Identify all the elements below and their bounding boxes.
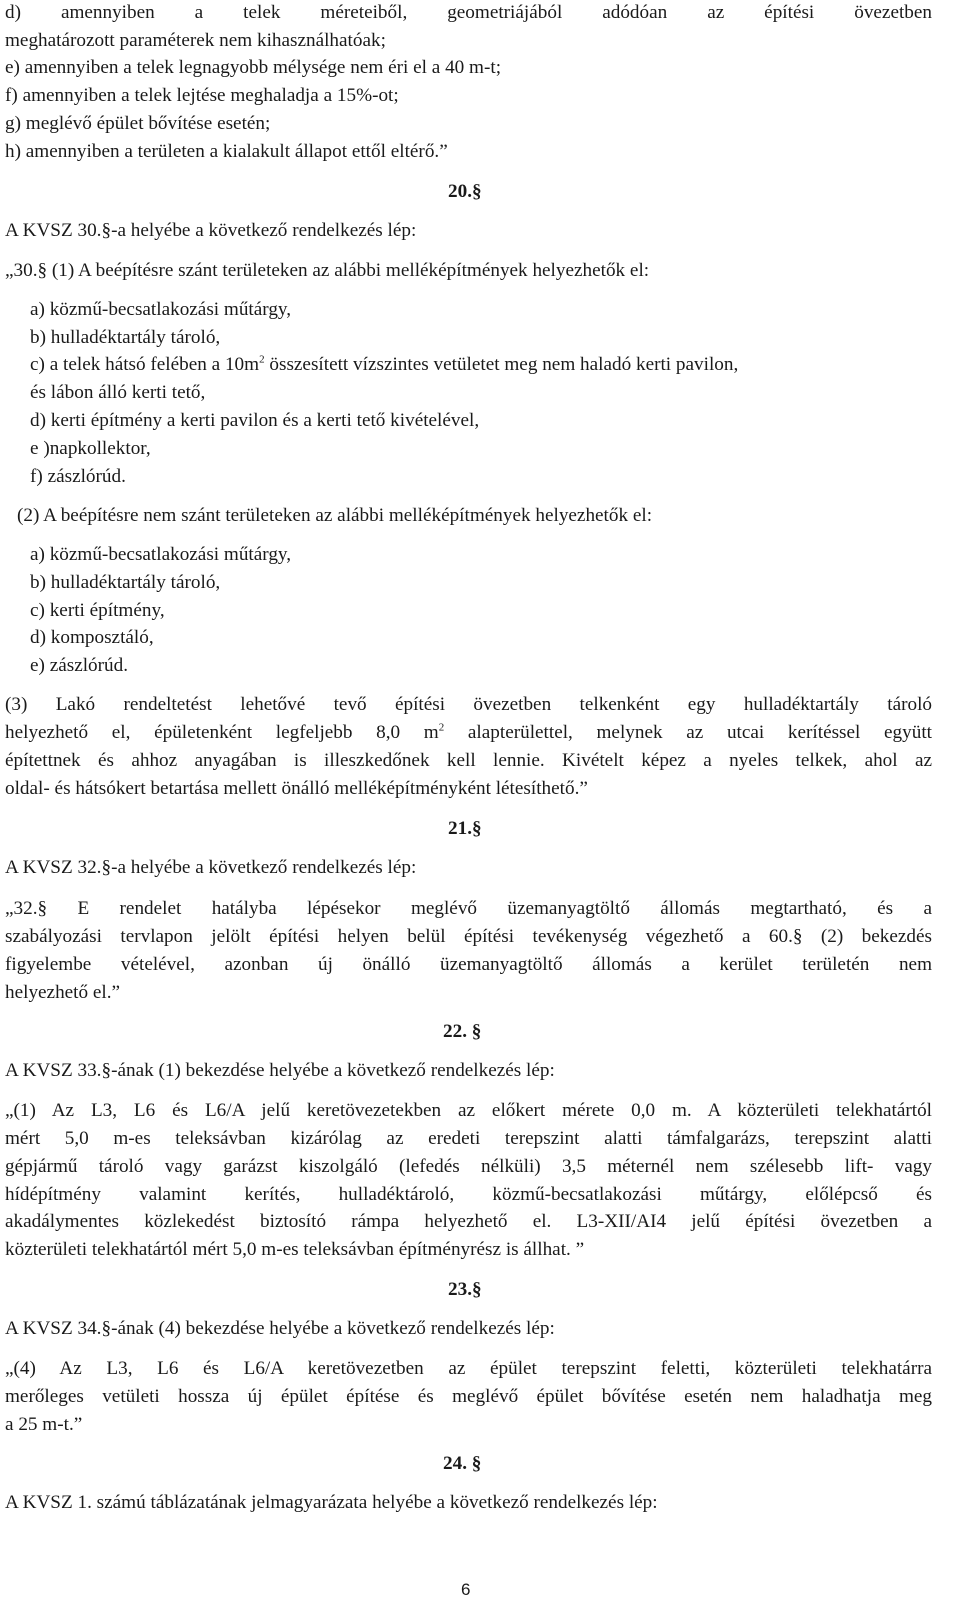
page-number: 6 — [461, 1580, 471, 1599]
text-line: közterületi telekhatártól mért 5,0 m-es teleksávban építményrész is állhat. ” — [5, 1239, 585, 1260]
text-line — [5, 692, 932, 718]
text-line: (2) A beépítésre nem szánt területeken az alábbi melléképítmények helyezhetők el: — [17, 505, 653, 526]
text-line: A KVSZ 32.§-a helyébe a következő rendelkezés lép: — [5, 857, 417, 878]
text-line — [5, 1182, 932, 1208]
section-heading-23: 23.§ — [448, 1279, 482, 1300]
text-line: f) amennyiben a telek lejtése meghaladja a 15%-ot; — [5, 85, 399, 106]
text-line: e) amennyiben a telek legnagyobb mélysége nem éri el a 40 m-t; — [5, 57, 502, 78]
section-heading-22: 22. § — [443, 1021, 482, 1042]
list-item: a) közmű-becsatlakozási műtárgy, — [30, 299, 292, 320]
list-item: c) kerti építmény, — [30, 600, 165, 621]
text-line-content: figyelembe vételével, azonban új önálló üzemanyagtöltő állomás a kerület területén nem — [5, 954, 932, 975]
text-line: helyezhető el.” — [5, 982, 121, 1003]
text-line — [5, 748, 932, 774]
text-line — [5, 1098, 932, 1124]
text-line-content: (3) Lakó rendeltetést lehetővé tevő építési övezetben telkenként egy hulladéktartály tároló — [5, 694, 932, 715]
list-item: e )napkollektor, — [30, 438, 151, 459]
list-item: a) közmű-becsatlakozási műtárgy, — [30, 544, 292, 565]
text-line: „30.§ (1) A beépítésre szánt területeken az alábbi melléképítmények helyezhetők el: — [5, 260, 650, 281]
text-line — [5, 924, 932, 950]
text-line: meghatározott paraméterek nem kihasználhatóak; — [5, 30, 386, 51]
text-segment: helyezhető el, épületenként legfeljebb 8,0 m — [5, 722, 439, 743]
text-line — [5, 720, 932, 746]
text-line: g) meglévő épület bővítése esetén; — [5, 113, 271, 134]
text-line — [5, 1154, 932, 1180]
list-item: b) hulladéktartály tároló, — [30, 327, 221, 348]
text-line — [5, 0, 932, 26]
superscript: 2 — [259, 353, 265, 366]
text-line-content: „(1) Az L3, L6 és L6/A jelű keretövezetekben az előkert mérete 0,0 m. A közterületi telekhatártól — [5, 1100, 932, 1121]
text-line: h) amennyiben a területen a kialakult állapot ettől eltérő.” — [5, 141, 448, 162]
text-line — [5, 1384, 932, 1410]
text-line: A KVSZ 30.§-a helyébe a következő rendelkezés lép: — [5, 220, 417, 241]
superscript: 2 — [438, 721, 445, 734]
text-line-content: szabályozási tervlapon jelölt építési helyen belül építési tevékenység végezhető a 60.§ (2) bekezdés — [5, 926, 932, 947]
list-item: f) zászlórúd. — [30, 466, 126, 487]
text-line-content: d) amennyiben a telek méreteiből, geometriájából adódóan az építési övezetben — [5, 2, 932, 23]
text-line-content: építettnek és ahhoz anyagában is illeszkedőnek kell lennie. Kivételt képez a nyeles telkek, ahol az — [5, 750, 932, 771]
list-item-text: összesített vízszintes vetületet meg nem haladó kerti pavilon, — [264, 354, 739, 375]
text-line — [5, 1356, 932, 1382]
list-item: d) kerti építmény a kerti pavilon és a kerti tető kivételével, — [30, 410, 480, 431]
text-line: oldal- és hátsókert betartása mellett önálló melléképítményként létesíthető.” — [5, 778, 588, 799]
section-heading-20: 20.§ — [448, 181, 482, 202]
section-heading-24: 24. § — [443, 1453, 482, 1474]
list-item: b) hulladéktartály tároló, — [30, 572, 221, 593]
text-line-content: „(4) Az L3, L6 és L6/A keretövezetben az épület terepszint feletti, közterületi telekhatárra — [5, 1358, 932, 1379]
list-item: és lábon álló kerti tető, — [30, 382, 206, 403]
text-line: A KVSZ 1. számú táblázatának jelmagyarázata helyébe a következő rendelkezés lép: — [5, 1492, 658, 1513]
text-line-content: „32.§ E rendelet hatályba lépésekor meglévő üzemanyagtöltő állomás megtartható, és a — [5, 898, 932, 919]
text-line-content: mért 5,0 m-es teleksávban kizárólag az eredeti terepszint alatti támfalgarázs, terepszint alatti — [5, 1128, 932, 1149]
text-line — [5, 1209, 932, 1235]
list-item-text: c) a telek hátsó felében a 10m — [30, 354, 260, 375]
text-segment: alapterülettel, melynek az utcai kerítéssel együtt — [444, 722, 932, 743]
text-line-content: merőleges vetületi hossza új épület építése és meglévő épület bővítése esetén nem haladhatja meg — [5, 1386, 932, 1407]
section-heading-21: 21.§ — [448, 818, 482, 839]
text-line — [5, 896, 932, 922]
text-line-content: gépjármű tároló vagy garázst kiszolgáló (lefedés nélküli) 3,5 méternél nem szélesebb lift- vagy — [5, 1156, 932, 1177]
list-item — [30, 352, 738, 378]
text-line — [5, 952, 932, 978]
text-line: a 25 m-t.” — [5, 1414, 83, 1435]
list-item: d) komposztáló, — [30, 627, 154, 648]
text-line-content: akadálymentes közlekedést biztosító rámpa helyezhető el. L3-XII/AI4 jelű építési övezetben a — [5, 1211, 932, 1232]
text-line: A KVSZ 33.§-ának (1) bekezdése helyébe a következő rendelkezés lép: — [5, 1060, 555, 1081]
text-line-content: hídépítmény valamint kerítés, hulladéktároló, közmű-becsatlakozási műtárgy, előlépcső és — [5, 1184, 932, 1205]
text-line-content — [5, 720, 932, 746]
list-item: e) zászlórúd. — [30, 655, 129, 676]
text-line: A KVSZ 34.§-ának (4) bekezdése helyébe a következő rendelkezés lép: — [5, 1318, 555, 1339]
text-line — [5, 1126, 932, 1152]
